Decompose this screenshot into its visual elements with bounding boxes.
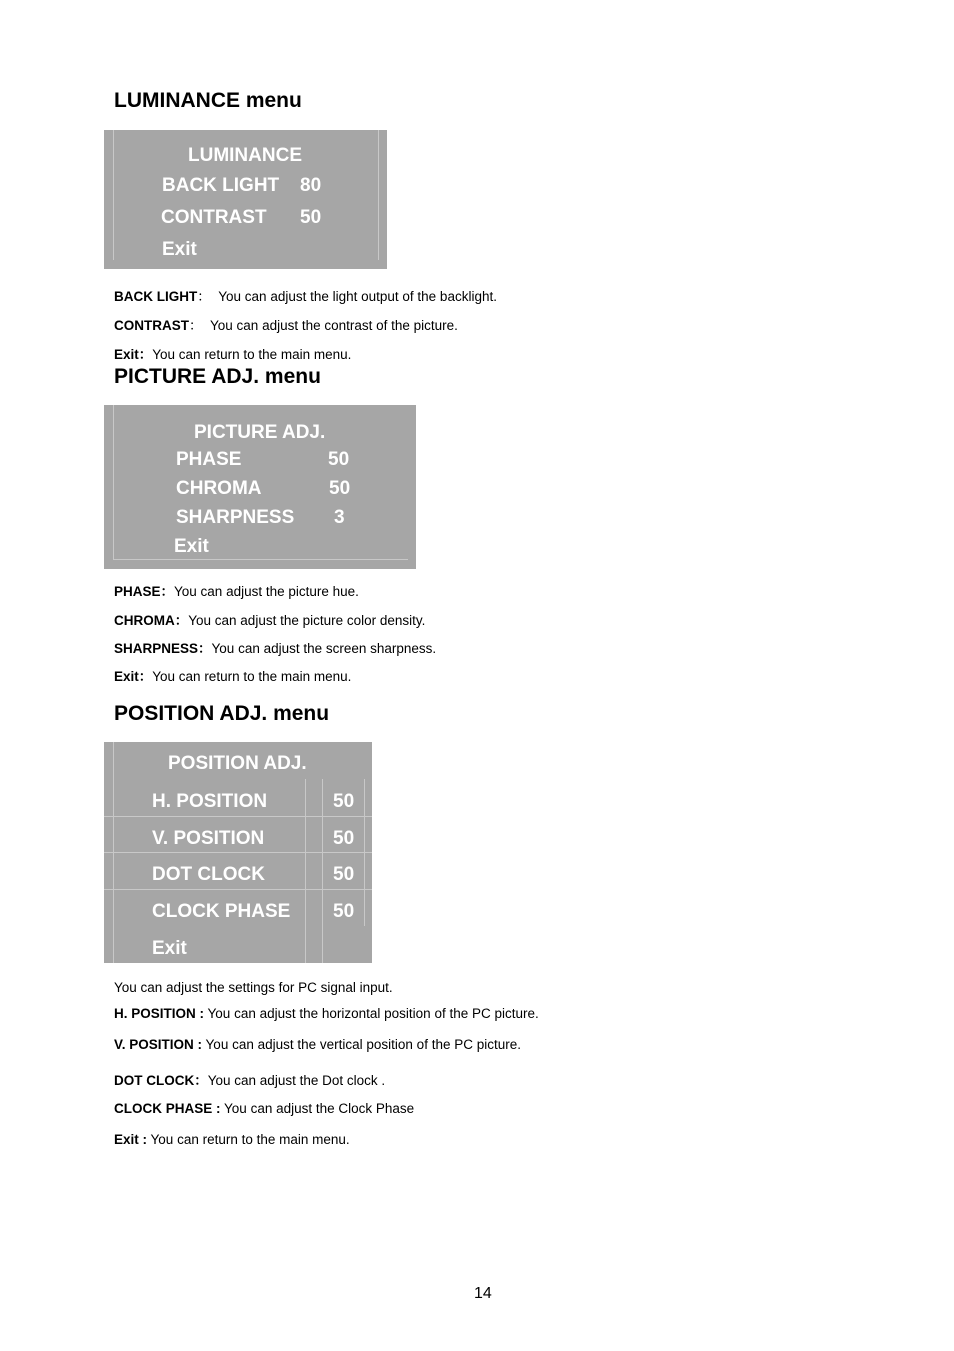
desc-chroma: CHROMA：You can adjust the picture color density. <box>114 613 426 628</box>
osd-item-contrast[interactable]: CONTRAST <box>161 207 267 228</box>
osd-value-dot-clock: 50 <box>333 864 355 885</box>
luminance-heading: LUMINANCE menu <box>114 89 302 112</box>
osd-item-phase[interactable]: PHASE <box>176 449 242 470</box>
osd-item-dot-clock[interactable]: DOT CLOCK <box>152 864 265 885</box>
osd-value-phase: 50 <box>328 449 350 470</box>
picture-osd <box>104 405 416 569</box>
osd-value-contrast: 50 <box>300 207 322 228</box>
osd-value-sharpness: 3 <box>334 507 345 528</box>
osd-item-exit[interactable]: Exit <box>174 536 209 557</box>
desc-clock-phase: CLOCK PHASE : You can adjust the Clock Phase <box>114 1101 415 1116</box>
desc-h-position: H. POSITION : You can adjust the horizontal position of the PC picture. <box>114 1006 539 1021</box>
desc-sharpness: SHARPNESS：You can adjust the screen sharpness. <box>114 641 437 656</box>
desc-v-position: V. POSITION : You can adjust the vertical position of the PC picture. <box>114 1037 521 1052</box>
position-intro: You can adjust the settings for PC signal input. <box>114 980 393 995</box>
osd-value-chroma: 50 <box>329 478 351 499</box>
position-heading: POSITION ADJ. menu <box>114 702 330 725</box>
osd-item-exit[interactable]: Exit <box>152 938 187 959</box>
osd-item-exit[interactable]: Exit <box>162 239 197 260</box>
osd-item-clock-phase[interactable]: CLOCK PHASE <box>152 901 291 922</box>
osd-item-backlight[interactable]: BACK LIGHT <box>162 175 280 196</box>
desc-backlight: BACK LIGHT： You can adjust the light output of the backlight. <box>114 289 497 304</box>
osd-item-h-position[interactable]: H. POSITION <box>152 791 268 812</box>
osd-item-v-position[interactable]: V. POSITION <box>152 828 265 849</box>
desc-dot-clock: DOT CLOCK：You can adjust the Dot clock . <box>114 1073 386 1088</box>
osd-item-chroma[interactable]: CHROMA <box>176 478 262 499</box>
osd-value-h-position: 50 <box>333 791 355 812</box>
osd-value-backlight: 80 <box>300 175 322 196</box>
luminance-osd-title: LUMINANCE <box>188 145 302 166</box>
desc-exit: Exit：You can return to the main menu. <box>114 669 352 684</box>
luminance-osd <box>104 130 387 269</box>
desc-contrast: CONTRAST： You can adjust the contrast of the picture. <box>114 318 458 333</box>
desc-exit: Exit : You can return to the main menu. <box>114 1132 350 1147</box>
osd-item-sharpness[interactable]: SHARPNESS <box>176 507 295 528</box>
picture-heading: PICTURE ADJ. menu <box>114 365 321 388</box>
desc-exit: Exit：You can return to the main menu. <box>114 347 352 362</box>
position-osd-title: POSITION ADJ. <box>168 753 307 774</box>
desc-phase: PHASE：You can adjust the picture hue. <box>114 584 359 599</box>
position-osd <box>104 742 372 963</box>
osd-value-clock-phase: 50 <box>333 901 355 922</box>
osd-value-v-position: 50 <box>333 828 355 849</box>
page-number: 14 <box>474 1285 492 1302</box>
picture-osd-title: PICTURE ADJ. <box>194 422 326 443</box>
